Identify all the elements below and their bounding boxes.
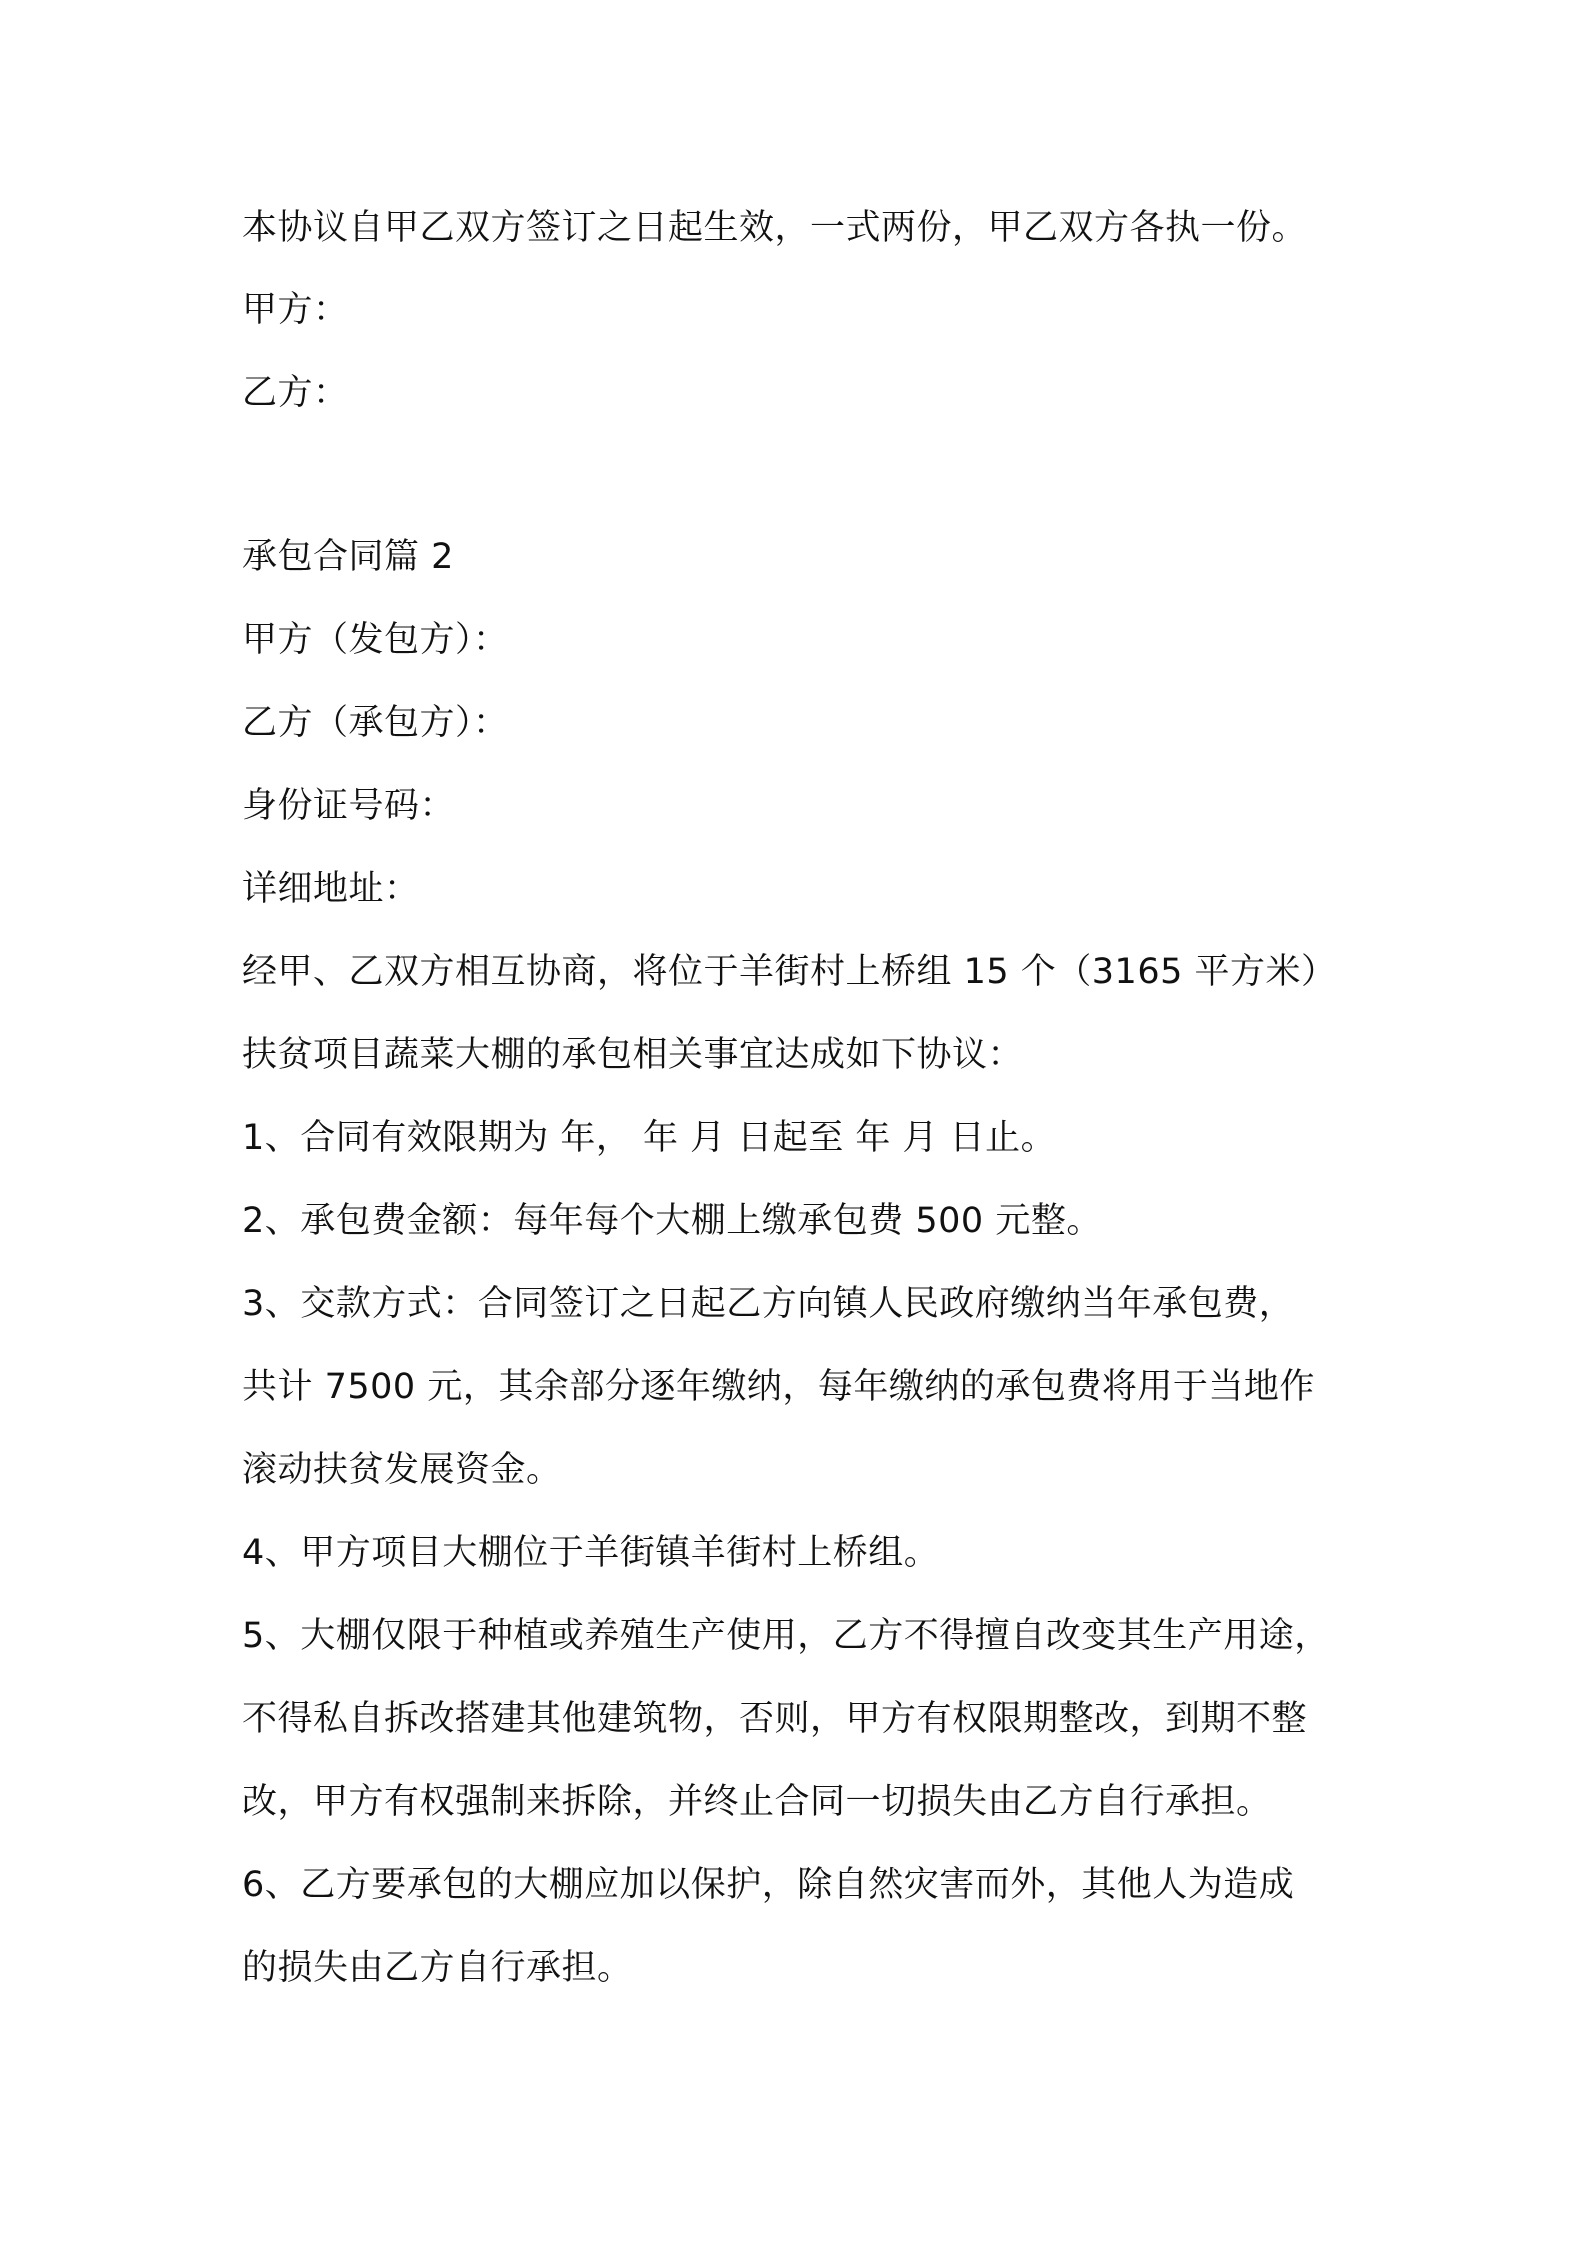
clause-2: 2、承包费金额：每年每个大棚上缴承包费 500 元整。: [242, 1201, 1102, 1241]
clause-3-line-3: 滚动扶贫发展资金。: [242, 1450, 562, 1490]
clause-1: 1、合同有效限期为 年， 年 月 日起至 年 月 日止。: [242, 1118, 1057, 1158]
clause-3-line-2: 共计 7500 元，其余部分逐年缴纳，每年缴纳的承包费将用于当地作: [242, 1367, 1315, 1407]
section-title: 承包合同篇 2: [242, 537, 454, 577]
preamble-line-2: 扶贫项目蔬菜大棚的承包相关事宜达成如下协议：: [242, 1035, 1024, 1075]
address-label: 详细地址：: [242, 869, 420, 909]
effective-clause: 本协议自甲乙双方签订之日起生效，一式两份，甲乙双方各执一份。: [242, 208, 1308, 248]
clause-5-line-1: 5、大棚仅限于种植或养殖生产使用，乙方不得擅自改变其生产用途，: [242, 1616, 1330, 1656]
preamble-line-1: 经甲、乙双方相互协商，将位于羊街村上桥组 15 个（3165 平方米）: [242, 952, 1337, 992]
party-b-label: 乙方（承包方）：: [242, 703, 509, 743]
clause-6-line-2: 的损失由乙方自行承担。: [242, 1948, 633, 1988]
party-b-signature-label: 乙方：: [242, 373, 349, 413]
clause-4: 4、甲方项目大棚位于羊街镇羊街村上桥组。: [242, 1533, 940, 1573]
party-a-label: 甲方（发包方）：: [242, 620, 509, 660]
clause-6-line-1: 6、乙方要承包的大棚应加以保护，除自然灾害而外，其他人为造成: [242, 1865, 1295, 1905]
clause-3-line-1: 3、交款方式：合同签订之日起乙方向镇人民政府缴纳当年承包费，: [242, 1284, 1295, 1324]
clause-5-line-2: 不得私自拆改搭建其他建筑物，否则，甲方有权限期整改，到期不整: [242, 1699, 1308, 1739]
id-number-label: 身份证号码：: [242, 786, 456, 826]
clause-5-line-3: 改，甲方有权强制来拆除，并终止合同一切损失由乙方自行承担。: [242, 1782, 1272, 1822]
party-a-signature-label: 甲方：: [242, 290, 349, 330]
